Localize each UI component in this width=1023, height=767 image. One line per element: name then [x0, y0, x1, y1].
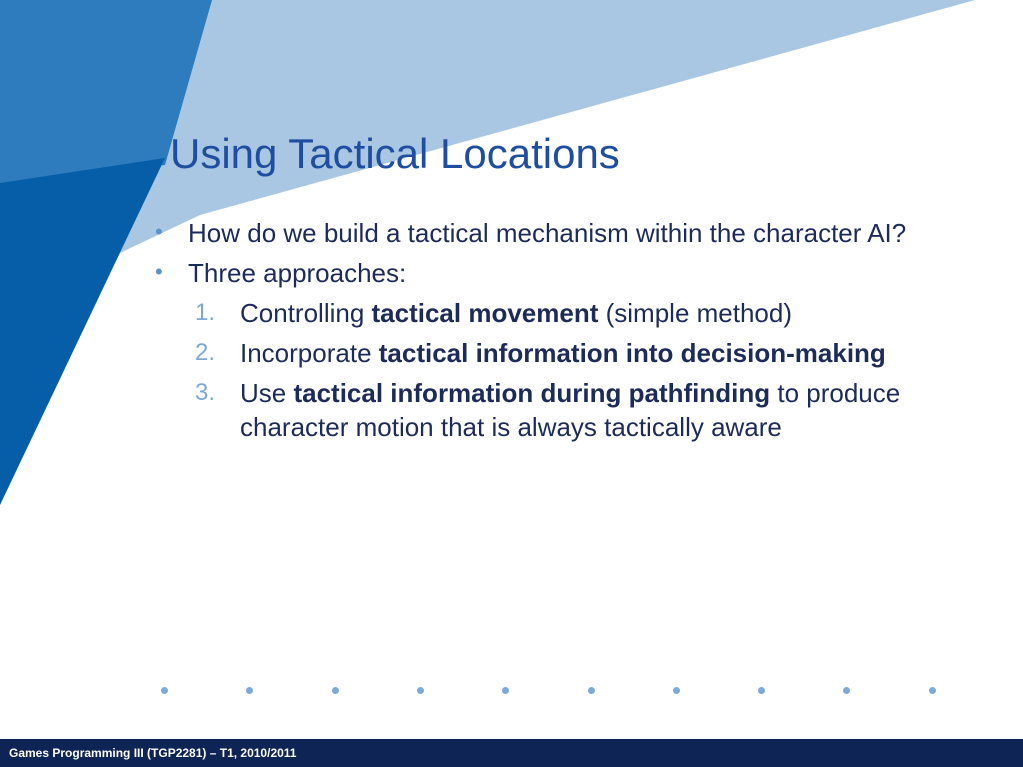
approach-item-2 [155, 336, 1015, 370]
approach-text-plain: Use [240, 378, 294, 408]
list-number: 2. [195, 339, 216, 366]
decorative-dot [161, 687, 168, 694]
decorative-dot [929, 687, 936, 694]
approach-text-bold: tactical information during pathfinding [293, 378, 771, 408]
bullet-item [155, 256, 1015, 290]
approaches-list [155, 296, 1015, 444]
slide-title: Using Tactical Locations [170, 130, 620, 177]
bullet-marker: • [155, 259, 163, 284]
decorative-dot [417, 687, 424, 694]
slide-body [155, 216, 1015, 450]
decorative-dot [843, 687, 850, 694]
approach-text-plain: (simple method) [598, 298, 793, 328]
decorative-dot [588, 687, 595, 694]
bullet-text: Three approaches: [188, 258, 407, 288]
bullet-item [155, 216, 1015, 250]
list-number: 3. [195, 379, 216, 406]
footer-text: Games Programming III (TGP2281) – T1, 2010/2011 [9, 746, 297, 760]
approach-text-bold: tactical movement [371, 298, 599, 328]
bullet-marker: • [155, 219, 163, 244]
approach-text-plain: Controlling [240, 298, 372, 328]
approach-text-plain: to produce character motion that is always tactically aware [240, 378, 901, 442]
decorative-dot [758, 687, 765, 694]
decorative-dots [161, 687, 933, 695]
approach-text-bold: tactical information into decision-making [378, 338, 886, 368]
bullet-text: How do we build a tactical mechanism within the character AI? [188, 218, 907, 248]
decorative-dot [332, 687, 339, 694]
footer-bar [0, 739, 1023, 767]
decorative-dot [673, 687, 680, 694]
decorative-dot [246, 687, 253, 694]
list-number: 1. [195, 299, 216, 326]
approach-item-3 [155, 376, 1015, 444]
approach-item-1 [155, 296, 1015, 330]
approach-text-plain: Incorporate [240, 338, 379, 368]
decorative-dot [502, 687, 509, 694]
